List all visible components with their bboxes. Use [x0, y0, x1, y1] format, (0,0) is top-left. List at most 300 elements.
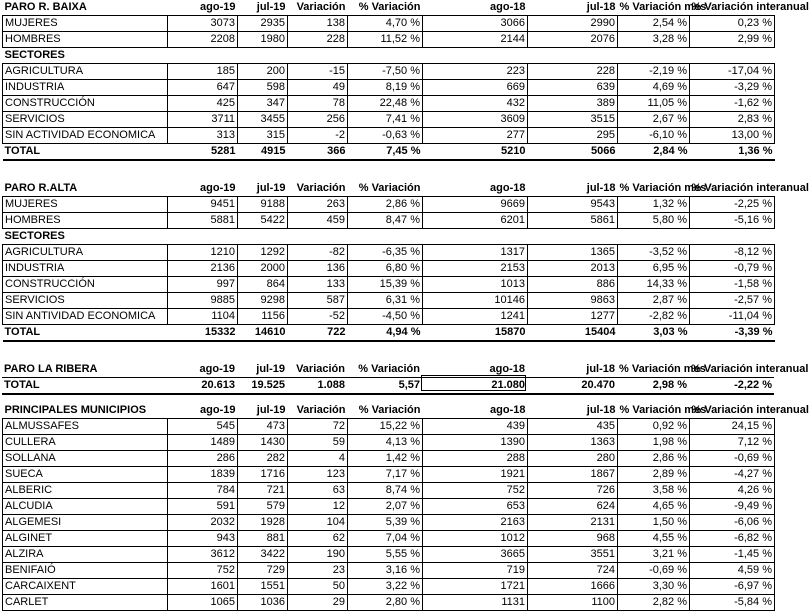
value-cell: 2144 — [423, 32, 528, 48]
value-cell: jul-18 — [528, 0, 618, 16]
value-cell: 1921 — [423, 467, 528, 483]
table-row — [3, 547, 775, 563]
value-cell: 3515 — [528, 112, 618, 128]
value-cell: -0,63 % — [348, 128, 423, 144]
value-cell: % Variación mes — [618, 0, 690, 16]
value-cell: 14610 — [238, 325, 288, 342]
value-cell: 1156 — [238, 309, 288, 325]
value-cell: 1036 — [238, 595, 288, 611]
value-cell: 459 — [288, 213, 348, 229]
value-cell: -2 — [288, 128, 348, 144]
value-cell: 256 — [288, 112, 348, 128]
table-row — [3, 112, 775, 128]
empty-cell-box — [421, 375, 526, 391]
value-cell: ago-18 — [423, 0, 528, 16]
row-label-cell: CONSTRUCCIÓN — [3, 277, 168, 293]
table-row — [3, 293, 775, 309]
value-cell: ago-18 — [423, 181, 528, 197]
value-cell: 647 — [168, 80, 238, 96]
value-cell: 1980 — [238, 32, 288, 48]
value-cell: 11,05 % — [618, 96, 690, 112]
table-row — [3, 579, 775, 595]
value-cell: 389 — [528, 96, 618, 112]
row-label-cell: PARO LA RIBERA — [2, 362, 167, 378]
value-cell: 1489 — [168, 435, 238, 451]
value-cell: % Variación mes — [617, 362, 689, 378]
value-cell: 2,80 % — [348, 595, 423, 611]
value-cell: 579 — [238, 499, 288, 515]
value-cell: 1131 — [423, 595, 528, 611]
table-row — [3, 261, 775, 277]
table-row — [3, 531, 775, 547]
value-cell: % Variación interanual — [690, 181, 775, 197]
row-label-cell: TOTAL — [3, 325, 168, 342]
value-cell: 4,26 % — [690, 483, 775, 499]
value-cell: 9863 — [528, 293, 618, 309]
value-cell: % Variación mes — [618, 403, 690, 419]
value-cell: 3,22 % — [348, 579, 423, 595]
value-cell: 0,92 % — [618, 419, 690, 435]
value-cell: ago-19 — [167, 362, 237, 378]
section-label-row — [3, 48, 775, 64]
value-cell: 3612 — [168, 547, 238, 563]
row-label-cell: ALMUSSAFES — [3, 419, 168, 435]
value-cell: 968 — [528, 531, 618, 547]
value-cell: jul-18 — [528, 403, 618, 419]
section-label-row — [3, 229, 775, 245]
value-cell: % Variación interanual — [690, 403, 775, 419]
value-cell: 104 — [288, 515, 348, 531]
value-cell: 63 — [288, 483, 348, 499]
value-cell: 50 — [288, 579, 348, 595]
value-cell: 6201 — [423, 213, 528, 229]
value-cell: 1601 — [168, 579, 238, 595]
value-cell: 1317 — [423, 245, 528, 261]
value-cell: 2013 — [528, 261, 618, 277]
table-row — [3, 419, 775, 435]
row-label-cell: CULLERA — [3, 435, 168, 451]
row-label-cell: ALGINET — [3, 531, 168, 547]
value-cell: -15 — [288, 64, 348, 80]
value-cell: 190 — [288, 547, 348, 563]
row-label-cell: SIN ACTIVIDAD ECONOMICA — [3, 128, 168, 144]
value-cell: 12 — [288, 499, 348, 515]
value-cell: jul-19 — [238, 181, 288, 197]
row-label-cell: MUJERES — [3, 197, 168, 213]
value-cell: 1,98 % — [618, 435, 690, 451]
value-cell: 2000 — [238, 261, 288, 277]
value-cell: 2,87 % — [618, 293, 690, 309]
value-cell: % Variación — [348, 403, 423, 419]
value-cell: -4,50 % — [348, 309, 423, 325]
value-cell: 5210 — [423, 144, 528, 161]
value-cell: 286 — [168, 451, 238, 467]
value-cell: 545 — [168, 419, 238, 435]
value-cell: -4,27 % — [690, 467, 775, 483]
row-label-cell: PARO R.ALTA — [3, 181, 168, 197]
value-cell: 5,57 — [347, 378, 422, 395]
row-label-cell: INDUSTRIA — [3, 261, 168, 277]
value-cell: 4,55 % — [618, 531, 690, 547]
paro-alta-table — [2, 181, 809, 342]
value-cell: 78 — [288, 96, 348, 112]
table-row — [3, 213, 775, 229]
row-label-cell: CARLET — [3, 595, 168, 611]
table-row — [3, 499, 775, 515]
value-cell: 2131 — [528, 515, 618, 531]
value-cell: 29 — [288, 595, 348, 611]
value-cell: 9298 — [238, 293, 288, 309]
value-cell: 4,59 % — [690, 563, 775, 579]
table-row — [3, 435, 775, 451]
value-cell: -11,04 % — [690, 309, 775, 325]
value-cell: 4,94 % — [348, 325, 423, 342]
value-cell: 3,58 % — [618, 483, 690, 499]
value-cell: 2076 — [528, 32, 618, 48]
value-cell: 1390 — [423, 435, 528, 451]
value-cell: 8,47 % — [348, 213, 423, 229]
value-cell: 1666 — [528, 579, 618, 595]
value-cell: 2990 — [528, 16, 618, 32]
value-cell: ago-19 — [168, 181, 238, 197]
value-cell: 3665 — [423, 547, 528, 563]
value-cell: jul-18 — [528, 181, 618, 197]
row-label-cell: ALBERIC — [3, 483, 168, 499]
value-cell: 7,04 % — [348, 531, 423, 547]
value-cell: 587 — [288, 293, 348, 309]
table-row — [3, 128, 775, 144]
row-label-cell: TOTAL — [2, 378, 167, 395]
value-cell: % Variación — [348, 181, 423, 197]
value-cell: ago-19 — [168, 403, 238, 419]
value-cell: 1839 — [168, 467, 238, 483]
row-label-cell: CONSTRUCCIÓN — [3, 96, 168, 112]
value-cell: 3066 — [423, 16, 528, 32]
value-cell: 19.525 — [237, 378, 287, 395]
value-cell: 223 — [423, 64, 528, 80]
value-cell: % Variación — [347, 362, 422, 378]
value-cell: 1716 — [238, 467, 288, 483]
row-label-cell: TOTAL — [3, 144, 168, 161]
value-cell: 1365 — [528, 245, 618, 261]
row-label-cell: AGRICULTURA — [3, 64, 168, 80]
value-cell: 228 — [288, 32, 348, 48]
table-row — [3, 80, 775, 96]
value-cell: 49 — [288, 80, 348, 96]
value-cell: 3455 — [238, 112, 288, 128]
value-cell: 4915 — [238, 144, 288, 161]
section-label: SECTORES — [4, 49, 65, 61]
value-cell: -17,04 % — [690, 64, 775, 80]
value-cell: 1,36 % — [690, 144, 775, 161]
value-cell: 15404 — [528, 325, 618, 342]
value-cell: -6,35 % — [348, 245, 423, 261]
value-cell: 228 — [528, 64, 618, 80]
value-cell: -2,22 % — [689, 378, 774, 395]
value-cell: 997 — [168, 277, 238, 293]
value-cell: % Variación interanual — [689, 362, 774, 378]
table-row — [3, 515, 775, 531]
value-cell: 366 — [288, 144, 348, 161]
value-cell: 288 — [423, 451, 528, 467]
value-cell: 5066 — [528, 144, 618, 161]
row-label-cell: ALGEMESI — [3, 515, 168, 531]
row-label-cell: SERVICIOS — [3, 112, 168, 128]
value-cell: 7,41 % — [348, 112, 423, 128]
value-cell: -6,82 % — [690, 531, 775, 547]
value-cell: -2,82 % — [618, 309, 690, 325]
value-cell: 3422 — [238, 547, 288, 563]
value-cell: 3,28 % — [618, 32, 690, 48]
value-cell: 7,17 % — [348, 467, 423, 483]
value-cell: 653 — [423, 499, 528, 515]
value-cell: 2,89 % — [618, 467, 690, 483]
value-cell: 9885 — [168, 293, 238, 309]
value-cell: 2,84 % — [618, 144, 690, 161]
value-cell: 280 — [528, 451, 618, 467]
table-row — [3, 309, 775, 325]
value-cell: 8,74 % — [348, 483, 423, 499]
value-cell: -0,79 % — [690, 261, 775, 277]
value-cell: 598 — [238, 80, 288, 96]
value-cell: 20.613 — [167, 378, 237, 395]
value-cell: 0,23 % — [690, 16, 775, 32]
value-cell: 2153 — [423, 261, 528, 277]
value-cell: 2,07 % — [348, 499, 423, 515]
value-cell: 639 — [528, 80, 618, 96]
row-label-cell: SUECA — [3, 467, 168, 483]
value-cell: 4,69 % — [618, 80, 690, 96]
total-row — [3, 325, 775, 342]
row-label-cell: PARO R. BAIXA — [3, 0, 168, 16]
table-row — [3, 197, 775, 213]
table-row — [3, 277, 775, 293]
value-cell: Variación — [288, 181, 348, 197]
value-cell: 1100 — [528, 595, 618, 611]
value-cell: 1,50 % — [618, 515, 690, 531]
value-cell: 5,55 % — [348, 547, 423, 563]
value-cell: 1292 — [238, 245, 288, 261]
header-row — [3, 403, 775, 419]
value-cell: 3,16 % — [348, 563, 423, 579]
value-cell: -9,49 % — [690, 499, 775, 515]
row-label-cell: HOMBRES — [3, 32, 168, 48]
value-cell: 864 — [238, 277, 288, 293]
value-cell: 752 — [423, 483, 528, 499]
value-cell: 14,33 % — [618, 277, 690, 293]
value-cell: -2,57 % — [690, 293, 775, 309]
value-cell: 9669 — [423, 197, 528, 213]
value-cell: -6,10 % — [618, 128, 690, 144]
value-cell: 435 — [528, 419, 618, 435]
value-cell: 3711 — [168, 112, 238, 128]
value-cell: 4,65 % — [618, 499, 690, 515]
value-cell: 6,80 % — [348, 261, 423, 277]
value-cell: 724 — [528, 563, 618, 579]
value-cell: 726 — [528, 483, 618, 499]
value-cell: -0,69 % — [618, 563, 690, 579]
value-cell: 15332 — [168, 325, 238, 342]
table-row — [3, 245, 775, 261]
value-cell: 138 — [288, 16, 348, 32]
value-cell: 9543 — [528, 197, 618, 213]
table-row — [3, 563, 775, 579]
row-label-cell: ALCUDIA — [3, 499, 168, 515]
header-row — [2, 362, 774, 378]
value-cell: 282 — [238, 451, 288, 467]
value-cell: 5281 — [168, 144, 238, 161]
value-cell: -7,50 % — [348, 64, 423, 80]
value-cell: -82 — [288, 245, 348, 261]
value-cell: 9451 — [168, 197, 238, 213]
value-cell: % Variación — [348, 0, 423, 16]
table-row — [3, 467, 775, 483]
municipios-table — [2, 403, 809, 611]
value-cell: 10146 — [423, 293, 528, 309]
value-cell: jul-18 — [527, 362, 617, 378]
row-label-cell: SOLLANA — [3, 451, 168, 467]
value-cell: 439 — [423, 419, 528, 435]
table-row — [3, 64, 775, 80]
value-cell: 3,30 % — [618, 579, 690, 595]
value-cell: -3,52 % — [618, 245, 690, 261]
value-cell: 1867 — [528, 467, 618, 483]
section-label: SECTORES — [4, 230, 65, 242]
value-cell: 5861 — [528, 213, 618, 229]
value-cell: 943 — [168, 531, 238, 547]
value-cell: 1363 — [528, 435, 618, 451]
value-cell: 1721 — [423, 579, 528, 595]
value-cell: 729 — [238, 563, 288, 579]
paro-baixa-table — [2, 0, 809, 161]
value-cell: 13,00 % — [690, 128, 775, 144]
value-cell: 277 — [423, 128, 528, 144]
value-cell: 1065 — [168, 595, 238, 611]
value-cell: 591 — [168, 499, 238, 515]
value-cell: 313 — [168, 128, 238, 144]
value-cell: 2,99 % — [690, 32, 775, 48]
value-cell: 347 — [238, 96, 288, 112]
value-cell: -0,69 % — [690, 451, 775, 467]
value-cell: 432 — [423, 96, 528, 112]
value-cell: 5881 — [168, 213, 238, 229]
value-cell: 3,03 % — [618, 325, 690, 342]
value-cell: -1,45 % — [690, 547, 775, 563]
value-cell: 1210 — [168, 245, 238, 261]
row-label-cell: AGRICULTURA — [3, 245, 168, 261]
value-cell: 15870 — [423, 325, 528, 342]
row-label-cell: ALZIRA — [3, 547, 168, 563]
value-cell: -6,97 % — [690, 579, 775, 595]
value-cell: 2,54 % — [618, 16, 690, 32]
value-cell: 669 — [423, 80, 528, 96]
value-cell: 7,45 % — [348, 144, 423, 161]
value-cell: 11,52 % — [348, 32, 423, 48]
value-cell: 15,39 % — [348, 277, 423, 293]
table-row — [3, 16, 775, 32]
value-cell: -3,29 % — [690, 80, 775, 96]
value-cell: 23 — [288, 563, 348, 579]
value-cell: 1104 — [168, 309, 238, 325]
value-cell: ago-18 — [422, 362, 527, 378]
value-cell: 7,12 % — [690, 435, 775, 451]
value-cell: -2,25 % — [690, 197, 775, 213]
value-cell: 136 — [288, 261, 348, 277]
value-cell: -8,12 % — [690, 245, 775, 261]
table-row — [3, 451, 775, 467]
value-cell: 1.088 — [287, 378, 347, 395]
row-label-cell: PRINCIPALES MUNICIPIOS — [3, 403, 168, 419]
value-cell: 20.470 — [527, 378, 617, 395]
total-row — [3, 144, 775, 161]
value-cell: ago-18 — [423, 403, 528, 419]
value-cell: % Variación interanual — [690, 0, 775, 16]
value-cell: 1430 — [238, 435, 288, 451]
value-cell: 123 — [288, 467, 348, 483]
value-cell: 1241 — [423, 309, 528, 325]
value-cell: 2163 — [423, 515, 528, 531]
value-cell: 5422 — [238, 213, 288, 229]
value-cell: Variación — [288, 0, 348, 16]
value-cell: 2,83 % — [690, 112, 775, 128]
value-cell: -3,39 % — [690, 325, 775, 342]
value-cell: 22,48 % — [348, 96, 423, 112]
value-cell: -2,19 % — [618, 64, 690, 80]
value-cell: jul-19 — [238, 0, 288, 16]
value-cell: 752 — [168, 563, 238, 579]
value-cell: -1,62 % — [690, 96, 775, 112]
row-label-cell: SIN ANTIVIDAD ECONOMICA — [3, 309, 168, 325]
value-cell: 784 — [168, 483, 238, 499]
value-cell: 886 — [528, 277, 618, 293]
header-row — [3, 0, 775, 16]
value-cell: -5,16 % — [690, 213, 775, 229]
value-cell: 2136 — [168, 261, 238, 277]
value-cell: 4,70 % — [348, 16, 423, 32]
value-cell: 1551 — [238, 579, 288, 595]
row-label-cell: CARCAIXENT — [3, 579, 168, 595]
value-cell: 425 — [168, 96, 238, 112]
value-cell: 21.080 — [422, 378, 527, 395]
value-cell: 3,21 % — [618, 547, 690, 563]
value-cell: 1013 — [423, 277, 528, 293]
value-cell: jul-19 — [237, 362, 287, 378]
value-cell: 6,95 % — [618, 261, 690, 277]
value-cell: 2935 — [238, 16, 288, 32]
value-cell: 3073 — [168, 16, 238, 32]
row-label-cell: INDUSTRIA — [3, 80, 168, 96]
value-cell: 1277 — [528, 309, 618, 325]
paro-ribera-table — [2, 362, 809, 395]
value-cell: 185 — [168, 64, 238, 80]
total-row — [2, 378, 774, 395]
value-cell: % Variación mes — [618, 181, 690, 197]
value-cell: -52 — [288, 309, 348, 325]
row-label-cell: MUJERES — [3, 16, 168, 32]
value-cell: 5,39 % — [348, 515, 423, 531]
value-cell: 72 — [288, 419, 348, 435]
value-cell: 62 — [288, 531, 348, 547]
value-cell: 133 — [288, 277, 348, 293]
value-cell: 1928 — [238, 515, 288, 531]
value-cell: -1,58 % — [690, 277, 775, 293]
value-cell: 2208 — [168, 32, 238, 48]
value-cell: 263 — [288, 197, 348, 213]
value-cell: 9188 — [238, 197, 288, 213]
table-row — [3, 483, 775, 499]
value-cell: 881 — [238, 531, 288, 547]
value-cell: 15,22 % — [348, 419, 423, 435]
